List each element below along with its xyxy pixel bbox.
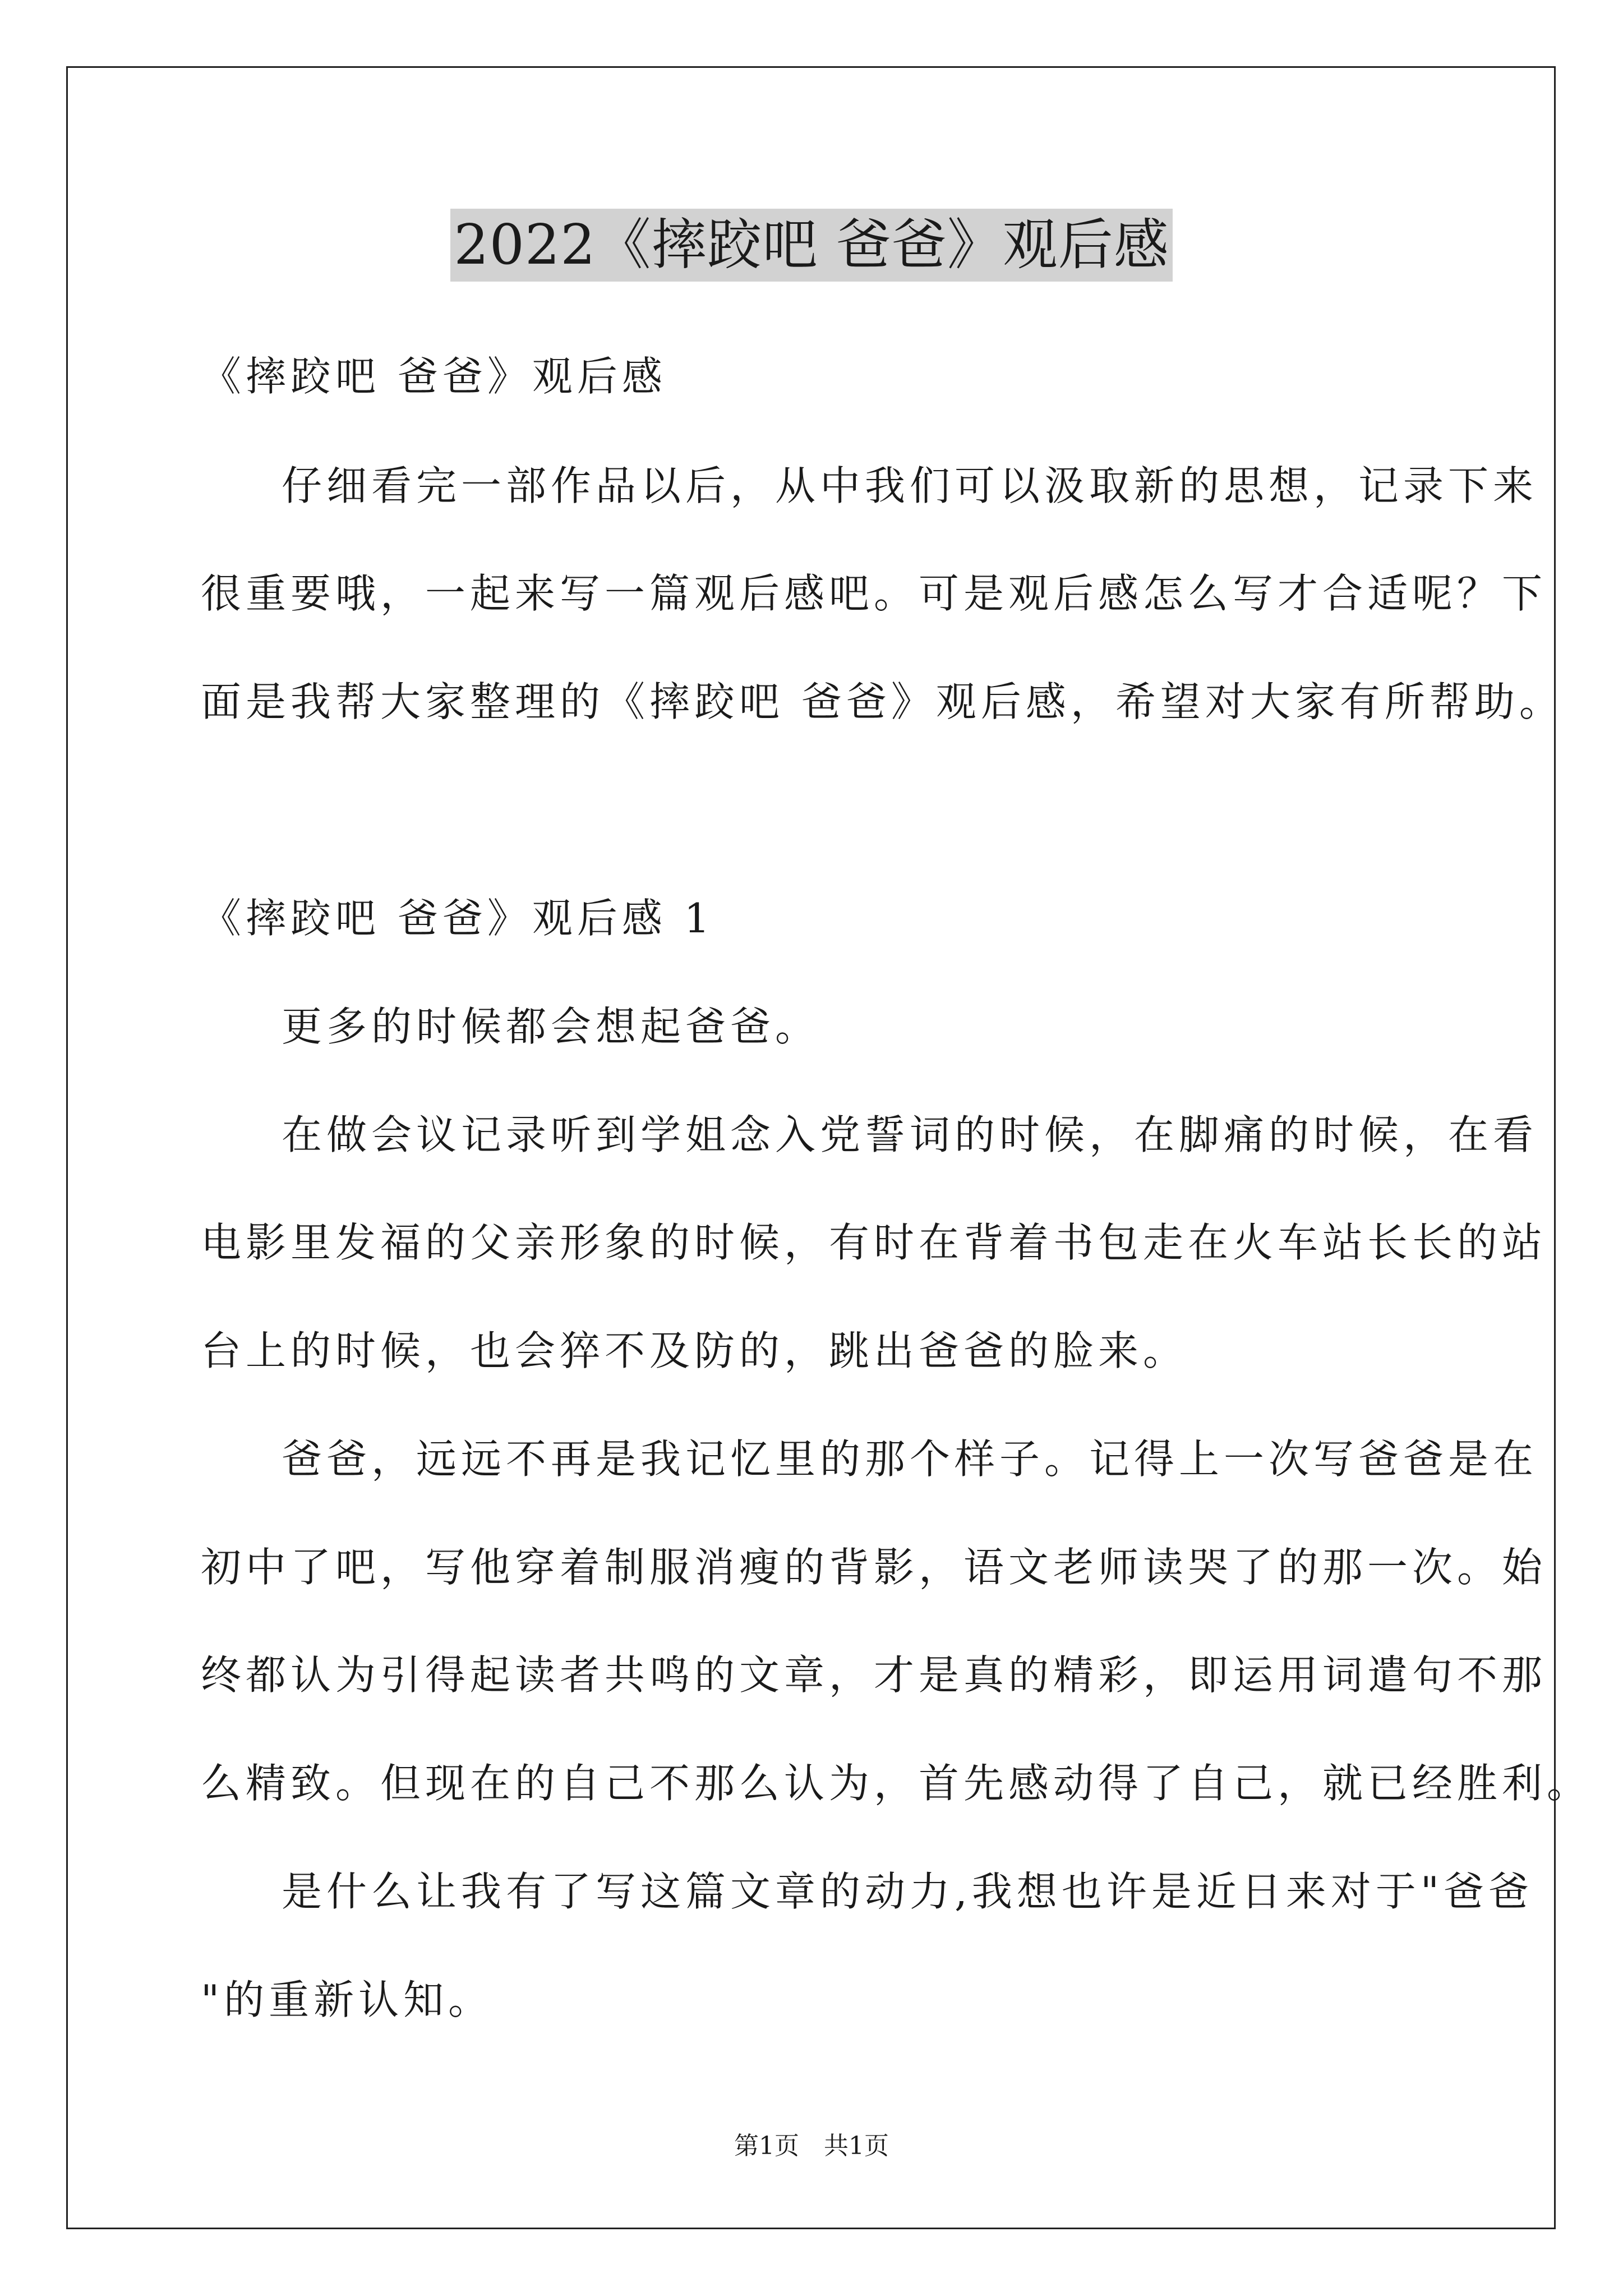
page-footer: 第1页 共1页 [734,2132,889,2160]
title-container [0,209,1623,282]
paragraph-line: 在做会议记录听到学姐念入党誓词的时候，在脚痛的时候，在看 [282,1111,1538,1158]
intro-heading: 《摔跤吧 爸爸》观后感 [201,353,667,400]
paragraph-line: 么精致。但现在的自己不那么认为，首先感动得了自己，就已经胜利。 [201,1760,1592,1807]
document-title: 2022《摔跤吧 爸爸》观后感 [450,209,1173,282]
paragraph-line: 仔细看完一部作品以后，从中我们可以汲取新的思想，记录下来 [282,462,1538,509]
paragraph-line: 初中了吧，写他穿着制服消瘦的背影，语文老师读哭了的那一次。始 [201,1544,1547,1591]
paragraph-line: 更多的时候都会想起爸爸。 [282,1003,820,1050]
paragraph-line: 是什么让我有了写这篇文章的动力,我想也许是近日来对于"爸爸 [282,1868,1534,1915]
section-heading: 《摔跤吧 爸爸》观后感 1 [201,895,714,942]
paragraph-line: 终都认为引得起读者共鸣的文章，才是真的精彩，即运用词遣句不那 [201,1651,1547,1699]
paragraph-line: "的重新认知。 [201,1976,494,2023]
paragraph-line: 电影里发福的父亲形象的时候，有时在背着书包走在火车站长长的站 [201,1219,1547,1266]
paragraph-line: 很重要哦，一起来写一篇观后感吧。可是观后感怎么写才合适呢？下 [201,570,1547,617]
paragraph-line: 爸爸，远远不再是我记忆里的那个样子。记得上一次写爸爸是在 [282,1435,1538,1483]
paragraph-line: 面是我帮大家整理的《摔跤吧 爸爸》观后感，希望对大家有所帮助。 [201,678,1564,725]
paragraph-line: 台上的时候，也会猝不及防的，跳出爸爸的脸来。 [201,1327,1188,1374]
